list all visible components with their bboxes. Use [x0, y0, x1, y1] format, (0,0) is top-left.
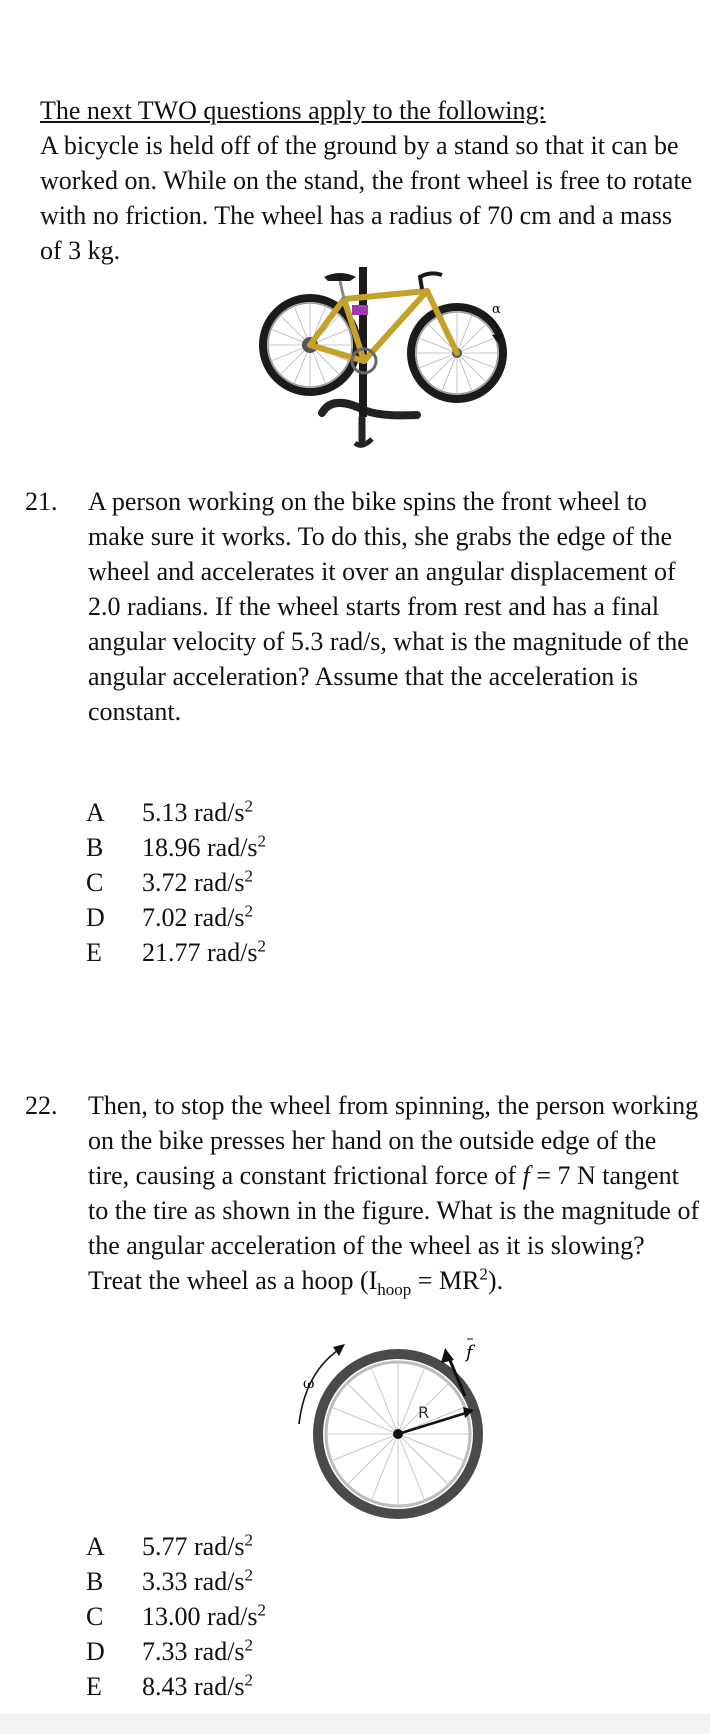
- radius-label: R: [418, 1403, 430, 1422]
- q21-option-e[interactable]: E 21.77 rad/$s^2$: [86, 936, 267, 967]
- question-text: Then, to stop the wheel from spinning, the person working on the bike presses her hand on the outside edge of the tire, causing a constant frictional force of f = 7 N tangent to the tire as shown in the figure. What is the magnitude of the angular acceleration of the wheel as it is slowing? Treat the wheel as a hoop $(I_{hoop} = MR^2)$.: [88, 1091, 700, 1300]
- force-symbol: f: [522, 1161, 530, 1190]
- q22-option-a[interactable]: A 5.77 rad/$s^2$: [86, 1530, 254, 1561]
- question-number: 21.: [25, 487, 58, 516]
- q22-option-b[interactable]: B 3.33 rad/$s^2$: [86, 1565, 254, 1596]
- intro-text: A bicycle is held off of the ground by a stand so that it can be worked on. While on the stand, the front wheel is free to rotate with no friction. The wheel has a radius of 70 cm and a mass of 3 kg.: [40, 131, 693, 265]
- intro-heading: The next TWO questions apply to the following:: [40, 96, 546, 125]
- q22-option-d[interactable]: D 7.33 rad/$s^2$: [86, 1635, 254, 1666]
- bicycle-on-stand-figure: [252, 263, 537, 448]
- force-label: f: [466, 1342, 473, 1363]
- question-22: [25, 1088, 705, 1298]
- q21-option-d[interactable]: D 7.02 rad/$s^2$: [86, 901, 254, 932]
- q21-options: [86, 795, 266, 970]
- q22-option-c[interactable]: C 13.00 rad/$s^2$: [86, 1600, 267, 1631]
- q21-option-c[interactable]: C 3.72 rad/$s^2$: [86, 866, 254, 897]
- handlebars: [420, 273, 442, 289]
- stand-base: [322, 403, 417, 416]
- alpha-label: α: [492, 302, 501, 317]
- question-number: 22.: [25, 1091, 58, 1120]
- question-21: [25, 484, 705, 729]
- page-bottom-edge: [0, 1714, 710, 1734]
- q21-option-a[interactable]: A 5.13 rad/$s^2$: [86, 796, 254, 827]
- stand-clamp: [352, 305, 368, 315]
- intro-block: [40, 93, 700, 268]
- omega-arrowhead: [333, 1344, 345, 1356]
- wheel-friction-figure: [293, 1328, 488, 1523]
- force-arrowhead: [441, 1348, 454, 1363]
- question-text: A person working on the bike spins the front wheel to make sure it works. To do this, she grabs the edge of the wheel and accelerates it over an angular displacement of 2.0 radians. If the wheel starts from rest and has a final angular velocity of 5.3 rad/s, what is the magnitude of the angular acceleration? Assume that the acceleration is constant.: [88, 487, 689, 726]
- omega-label: ω: [303, 1376, 315, 1392]
- q22-options: [86, 1529, 266, 1704]
- q21-option-b[interactable]: B 18.96 rad/$s^2$: [86, 831, 267, 862]
- bike-seat: [324, 273, 356, 281]
- seat-post: [340, 281, 344, 299]
- q22-option-e[interactable]: E 8.43 rad/$s^2$: [86, 1670, 254, 1701]
